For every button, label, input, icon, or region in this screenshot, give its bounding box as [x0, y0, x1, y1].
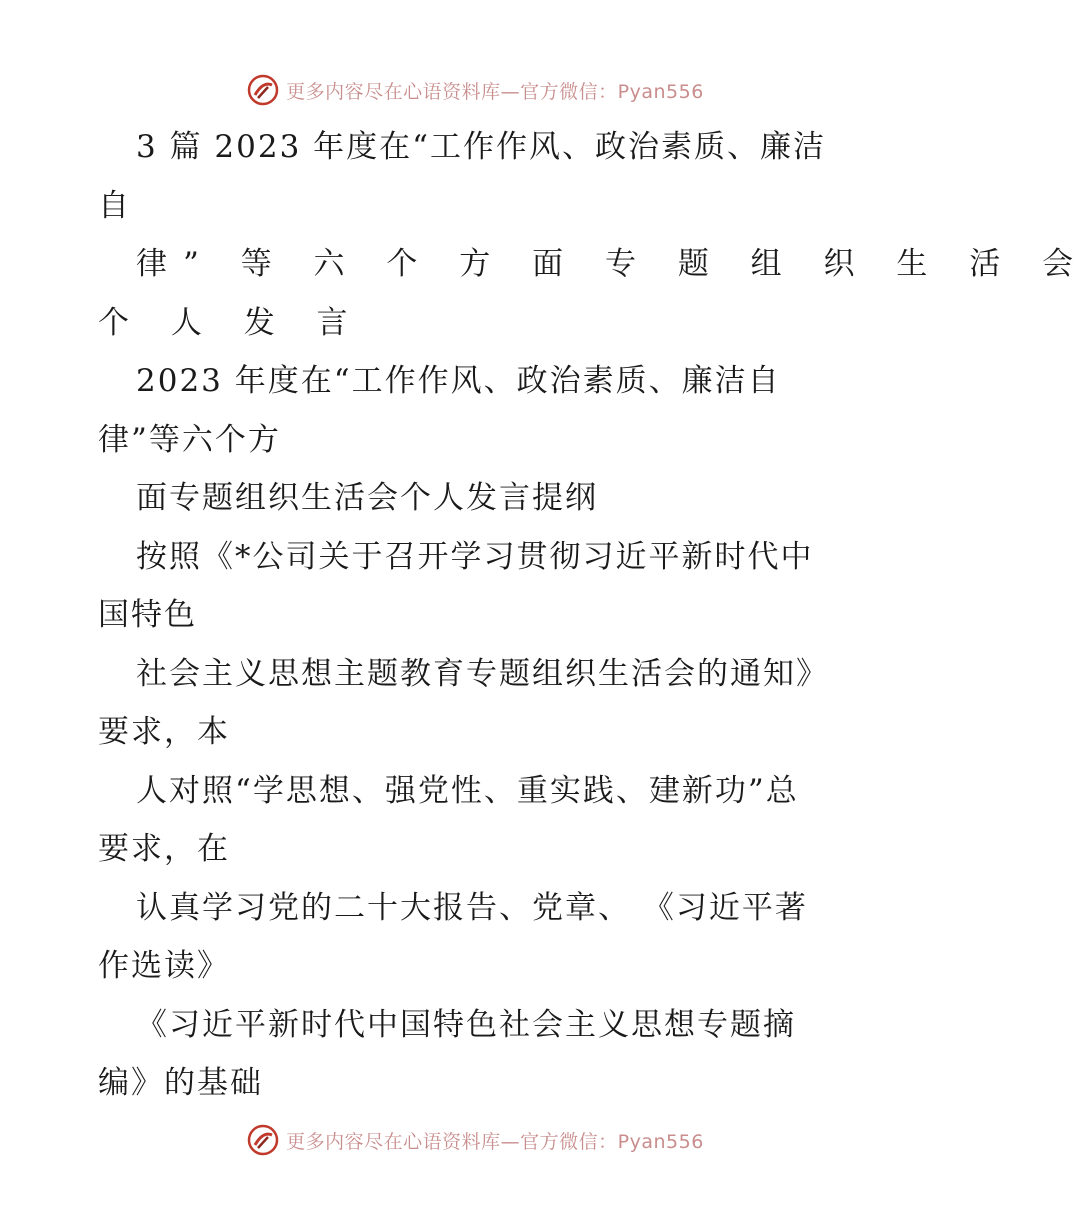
text-line: 《习近平新时代中国特色社会主义思想专题摘 [136, 1006, 796, 1043]
text-line: 人对照“学思想、强党性、重实践、建新功”总 [136, 772, 799, 809]
text-line: 自 [98, 187, 131, 224]
text-line: 面专题组织生活会个人发言提纲 [136, 480, 598, 516]
text-line: 作选读》 [98, 948, 230, 984]
footer-watermark [0, 1120, 950, 1160]
text-line: 社会主义思想主题教育专题组织生活会的通知》 [136, 655, 829, 692]
text-line: 国特色 [98, 597, 197, 633]
header-watermark [0, 70, 950, 110]
watermark-text: 更多内容尽在心语资料库—官方微信：Pyan556 [286, 1130, 704, 1153]
text-line: 要求，本 [98, 714, 230, 750]
text-line: 2023 年度在“工作作风、政治素质、廉洁自 [136, 363, 781, 399]
text-line: 个 人 发 言 [98, 304, 364, 341]
text-line: 要求，在 [98, 831, 230, 867]
watermark-logo-icon [246, 1123, 280, 1157]
text-line: 认真学习党的二十大报告、党章、 《习近平著 [136, 889, 808, 926]
text-line: 3 篇 2023 年度在“工作作风、政治素质、廉洁 [136, 129, 827, 165]
watermark-logo-icon [246, 73, 280, 107]
watermark-text: 更多内容尽在心语资料库—官方微信：Pyan556 [286, 80, 704, 103]
text-line: 编》的基础 [98, 1065, 263, 1101]
text-line: 律”等六个方 [98, 421, 281, 458]
text-line: 律” 等 六 个 方 面 专 题 组 织 生 活 会 [136, 246, 1089, 282]
text-line: 按照《*公司关于召开学习贯彻习近平新时代中 [136, 538, 814, 575]
document-body [98, 118, 1089, 1113]
